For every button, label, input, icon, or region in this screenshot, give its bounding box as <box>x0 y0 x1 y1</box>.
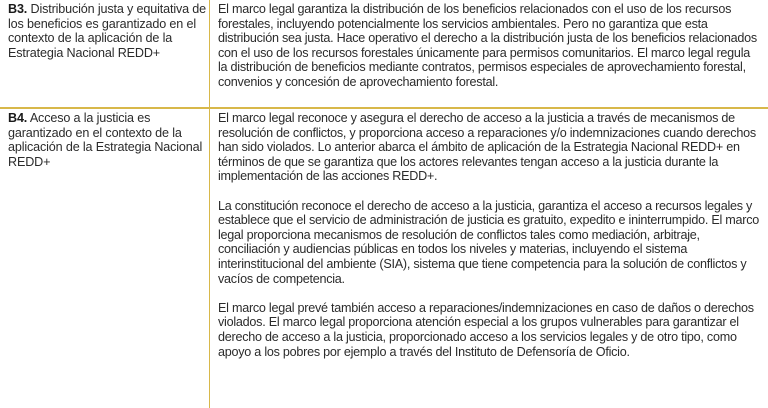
criterion-title: Acceso a la justicia es garantizado en el contexto de la aplicación de la Estrategia Nacional REDD+ <box>8 111 203 169</box>
criterion-cell-b4 <box>0 109 210 408</box>
table-row-b4 <box>0 107 768 408</box>
criterion-title: Distribución justa y equitativa de los beneficios es garantizado en el contexto de la aplicación de la Estrategia Nacional REDD+ <box>8 2 207 60</box>
description-cell-b4 <box>210 109 768 408</box>
description-paragraph: El marco legal prevé también acceso a reparaciones/indemnizaciones en caso de daños o derechos violados. El marco legal proporciona atención especial a los grupos vulnerables para garantizar el derecho de acceso a la justicia, proporcionado acceso a los servicios legales y de otro tipo, como apoyo a los pobres por ejemplo a través del Instituto de Defensoría de Oficio. <box>218 300 754 359</box>
description-paragraph: La constitución reconoce el derecho de acceso a la justicia, garantiza el acceso a recursos legales y establece que el servicio de administración de justicia es gratuito, expedito e ininterrumpido. El marco legal proporciona mecanismos de resolución de conflictos tales como mediación, arbitraje, conciliación y audiencias públicas en todos los niveles y materias, incluyendo el sistema interinstitucional del ambiente (SIA), sistema que tiene competencia para la solución de conflictos y vacíos de competencia. <box>218 198 760 286</box>
description-cell-b3 <box>210 0 768 107</box>
criterion-code: B3. <box>8 2 28 16</box>
criterion-code: B4. <box>8 111 28 125</box>
description-paragraph: El marco legal reconoce y asegura el derecho de acceso a la justicia a través de mecanismos de resolución de conflictos, y proporciona acceso a reparaciones y/o indemnizaciones cuando derechos han sido violados. Lo anterior abarca el ámbito de aplicación de la Estrategia Nacional REDD+ en términos de que se garantiza que los actores relevantes tengan acceso a la justicia durante la implementación de las acciones REDD+. <box>218 111 756 184</box>
table-row-b3 <box>0 0 768 107</box>
description-paragraph: El marco legal garantiza la distribución de los beneficios relacionados con el uso de los recursos forestales, incluyendo potencialmente los servicios ambientales. Pero no garantiza que esta distribución sea justa. Hace operativo el derecho a la distribución justa de los beneficios relacionados con el uso de los recursos forestales únicamente para permisos comunitarios. El marco legal regula la distribución de beneficios mediante contratos, permisos especiales de aprovechamiento forestal, convenios y concesión de aprovechamiento forestal. <box>218 2 757 89</box>
criterion-cell-b3 <box>0 0 210 107</box>
